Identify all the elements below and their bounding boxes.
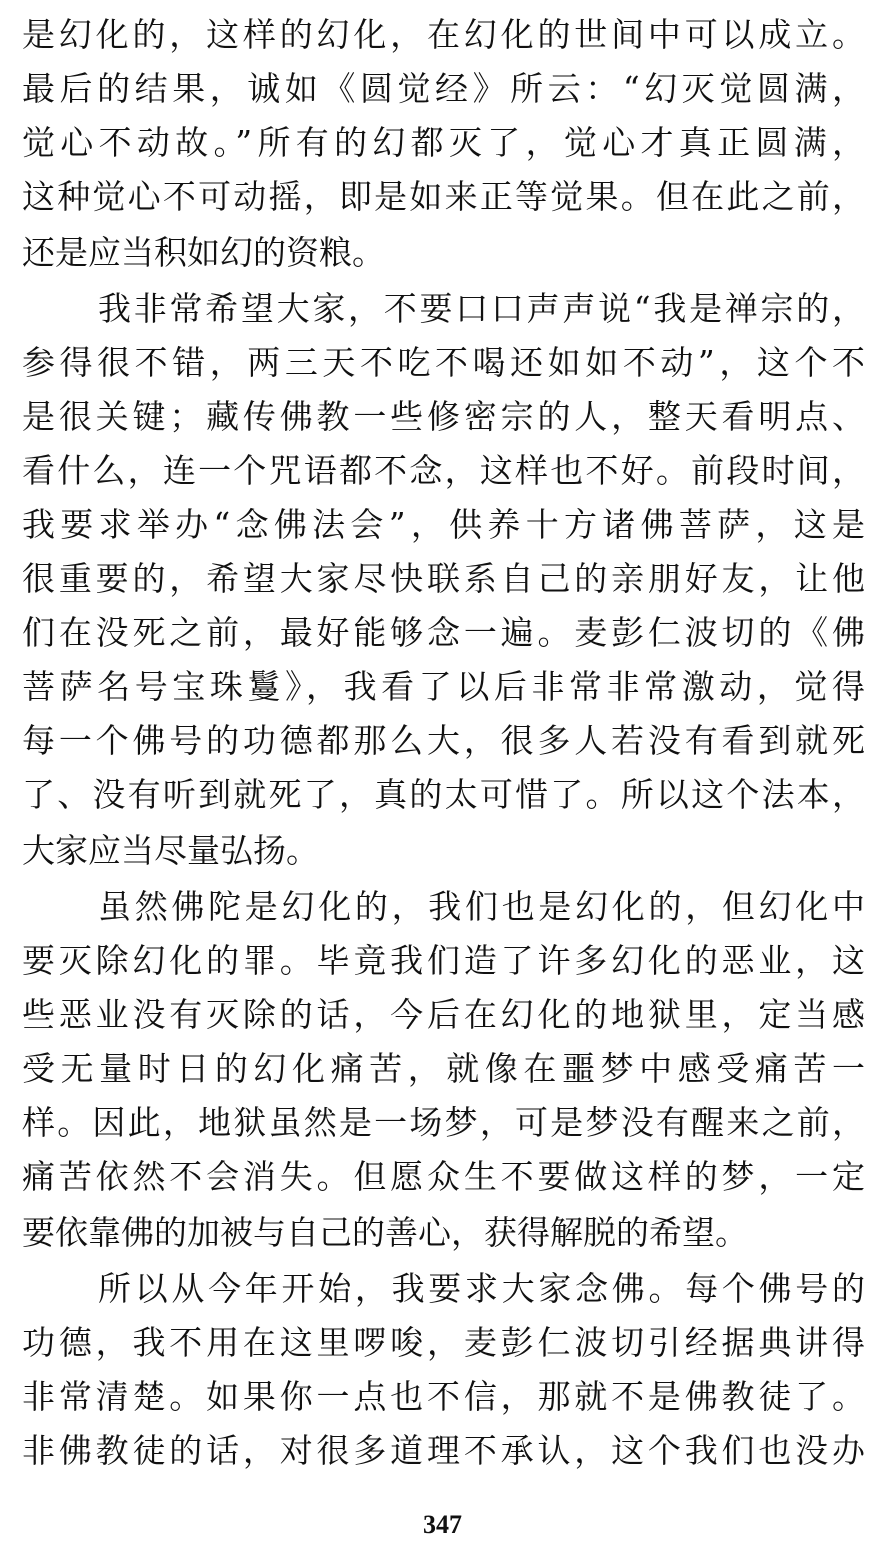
text-line: 最后的结果，诚如《圆觉经》所云：“幻灭觉圆满， [22,69,865,108]
text-line: 参得很不错，两三天不吃不喝还如如不动”，这个不 [22,343,865,382]
text-line: 所以从今年开始，我要求大家念佛。每个佛号的 [98,1269,865,1308]
text-line: 受无量时日的幻化痛苦，就像在噩梦中感受痛苦一 [22,1049,865,1088]
text-line: 每一个佛号的功德都那么大，很多人若没有看到就死 [22,721,865,760]
text-line: 是很关键；藏传佛教一些修密宗的人，整天看明点、 [22,397,865,436]
text-line: 些恶业没有灭除的话，今后在幻化的地狱里，定当感 [22,995,865,1034]
text-line: 我要求举办“念佛法会”，供养十方诸佛菩萨，这是 [22,505,865,544]
text-line: 非佛教徒的话，对很多道理不承认，这个我们也没办 [22,1431,865,1470]
text-line: 要依靠佛的加被与自己的善心，获得解脱的希望。 [22,1213,748,1252]
text-line: 样。因此，地狱虽然是一场梦，可是梦没有醒来之前， [22,1103,865,1142]
text-line: 这种觉心不可动摇，即是如来正等觉果。但在此之前， [22,177,865,216]
text-line: 菩萨名号宝珠鬘》，我看了以后非常非常激动，觉得 [22,667,865,706]
text-line: 痛苦依然不会消失。但愿众生不要做这样的梦，一定 [22,1157,865,1196]
text-line: 很重要的，希望大家尽快联系自己的亲朋好友，让他 [22,559,865,598]
text-line: 了、没有听到就死了，真的太可惜了。所以这个法本， [22,775,865,814]
text-line: 还是应当积如幻的资粮。 [22,233,385,272]
text-line: 我非常希望大家，不要口口声声说“我是禅宗的， [98,289,865,328]
text-line: 看什么，连一个咒语都不念，这样也不好。前段时间， [22,451,865,490]
text-line: 非常清楚。如果你一点也不信，那就不是佛教徒了。 [22,1377,865,1416]
text-line: 大家应当尽量弘扬。 [22,831,319,870]
text-line: 是幻化的，这样的幻化，在幻化的世间中可以成立。 [22,15,865,54]
text-line: 觉心不动故。”所有的幻都灭了，觉心才真正圆满， [22,123,865,162]
text-line: 虽然佛陀是幻化的，我们也是幻化的，但幻化中 [98,887,865,926]
text-line: 要灭除幻化的罪。毕竟我们造了许多幻化的恶业，这 [22,941,865,980]
text-line: 们在没死之前，最好能够念一遍。麦彭仁波切的《佛 [22,613,865,652]
page-number: 347 [423,1510,462,1539]
text-line: 功德，我不用在这里啰唆，麦彭仁波切引经据典讲得 [22,1323,865,1362]
